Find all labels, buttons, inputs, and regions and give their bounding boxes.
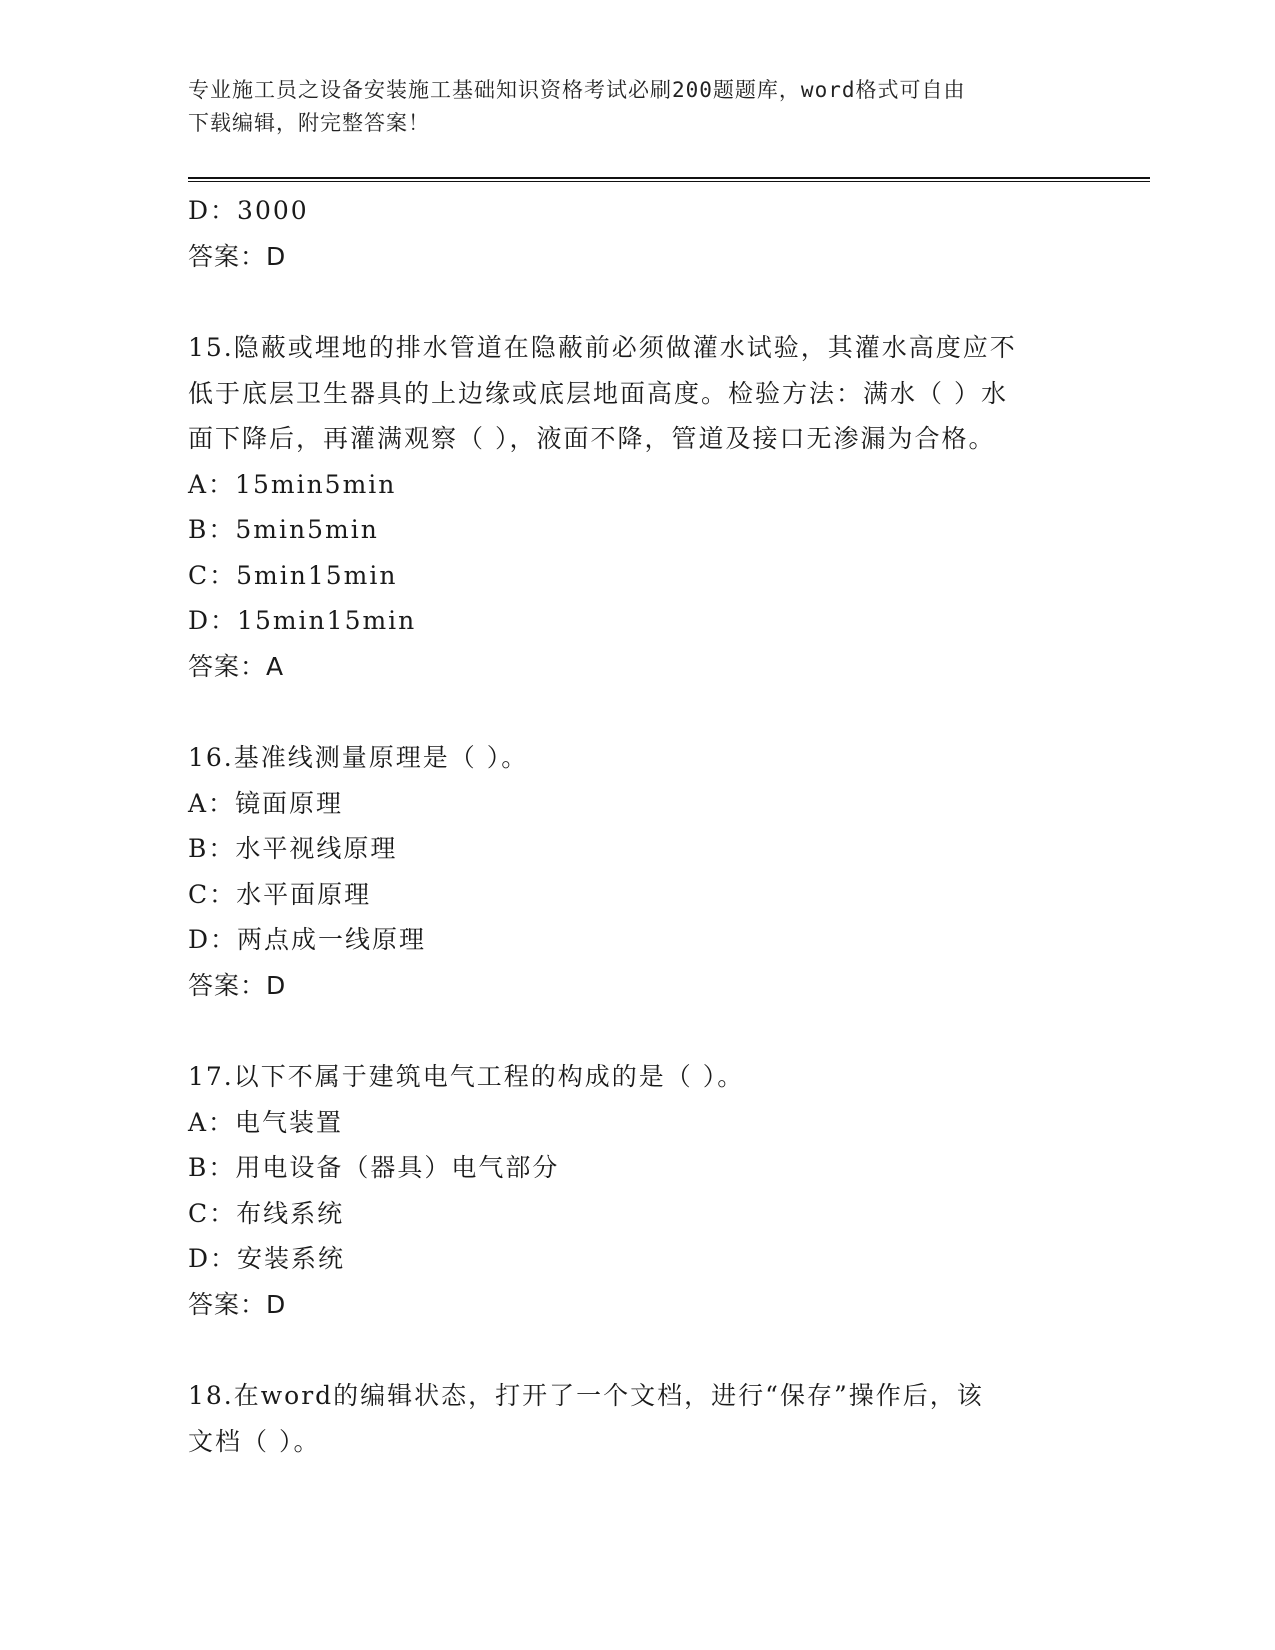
question-stem-line: 16.基准线测量原理是（ ）。 — [188, 743, 529, 772]
answer-line: 答案：D — [188, 1289, 287, 1319]
answer-line: 答案：D — [188, 970, 287, 1000]
header-divider — [188, 177, 1150, 183]
option-b: B：用电设备（器具）电气部分 — [188, 1153, 560, 1182]
option-a: A：电气装置 — [188, 1107, 344, 1137]
option-c: C：布线系统 — [188, 1198, 345, 1228]
question-stem-line: 面下降后，再灌满观察（ ），液面不降，管道及接口无渗漏为合格。 — [188, 424, 996, 453]
header-title-line-2: 下载编辑，附完整答案！ — [188, 111, 430, 135]
question-16 — [188, 735, 1088, 1008]
question-stem-line: 18.在word的编辑状态，打开了一个文档，进行“保存”操作后，该 — [188, 1381, 984, 1410]
answer-line: 答案：A — [188, 651, 285, 681]
option-c: C：5min15min — [188, 560, 398, 590]
option-d: D：15min15min — [188, 606, 417, 635]
answer-line: 答案：D — [188, 241, 287, 271]
option-a: A：镜面原理 — [188, 788, 344, 818]
question-stem-line: 15.隐蔽或埋地的排水管道在隐蔽前必须做灌水试验，其灌水高度应不 — [188, 333, 1017, 362]
option-c: C：水平面原理 — [188, 879, 372, 909]
question-stem-line: 文档（ ）。 — [188, 1426, 321, 1456]
option-b: B：5min5min — [188, 515, 379, 544]
option-d: D：3000 — [188, 196, 309, 225]
question-15 — [188, 325, 1088, 689]
option-d: D：两点成一线原理 — [188, 925, 427, 954]
question-stem-line: 17.以下不属于建筑电气工程的构成的是（ ）。 — [188, 1062, 745, 1091]
page-header — [188, 74, 1068, 140]
option-b: B：水平视线原理 — [188, 834, 398, 863]
option-d: D：安装系统 — [188, 1244, 346, 1273]
question-stem-line: 低于底层卫生器具的上边缘或底层地面高度。检验方法：满水（ ）水 — [188, 378, 1008, 408]
question-17 — [188, 1054, 1088, 1327]
question-18 — [188, 1373, 1088, 1464]
option-a: A：15min5min — [188, 469, 397, 499]
header-title-line-1: 专业施工员之设备安装施工基础知识资格考试必刷200题题库，word格式可自由 — [188, 78, 966, 102]
question-content — [188, 188, 1088, 1464]
